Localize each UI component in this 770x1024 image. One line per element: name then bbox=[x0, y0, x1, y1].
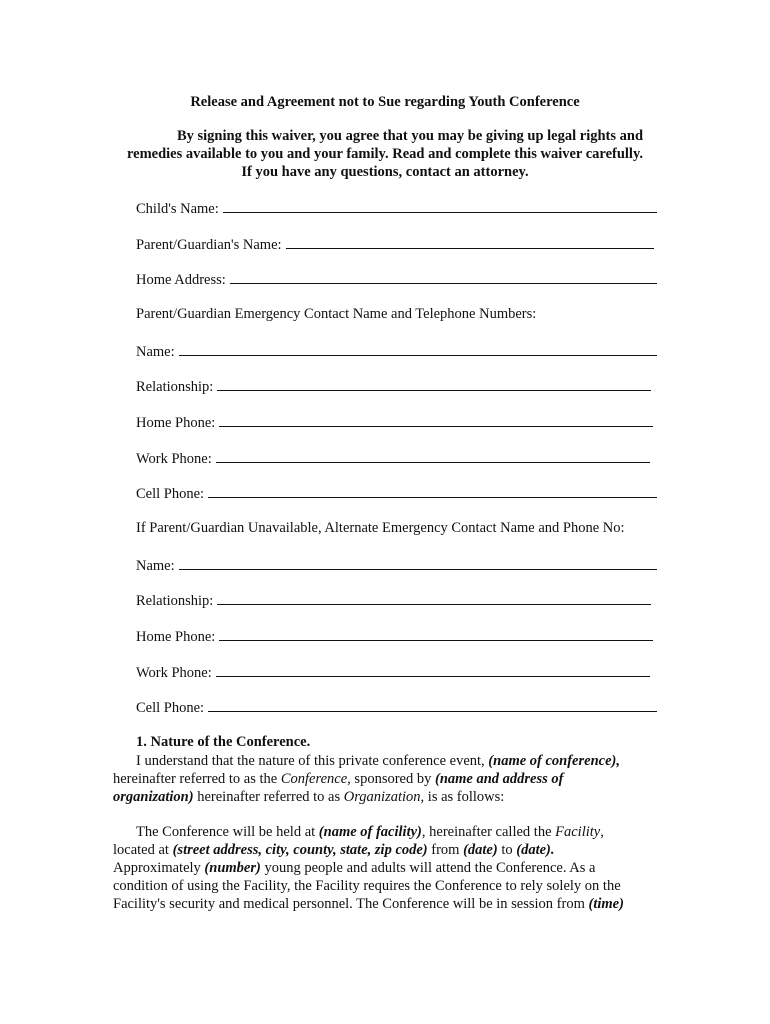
emergency-work-phone-field[interactable] bbox=[136, 449, 650, 468]
field-label: Cell Phone: bbox=[136, 700, 205, 716]
alternate-work-phone-blank[interactable] bbox=[216, 663, 650, 677]
field-label: Home Phone: bbox=[136, 629, 216, 645]
child-name-blank[interactable] bbox=[223, 199, 657, 213]
alternate-name-blank[interactable] bbox=[179, 556, 657, 570]
emergency-home-phone-field[interactable] bbox=[136, 413, 653, 432]
emergency-contact-heading: Parent/Guardian Emergency Contact Name and Telephone Numbers: bbox=[136, 306, 537, 322]
alternate-home-phone-blank[interactable] bbox=[219, 627, 653, 641]
guardian-name-blank[interactable] bbox=[286, 235, 654, 249]
placeholder-conference-name: (name of conference), bbox=[488, 753, 620, 769]
alternate-home-phone-field[interactable] bbox=[136, 627, 653, 646]
field-label: Relationship: bbox=[136, 379, 214, 395]
placeholder-facility: (name of facility) bbox=[318, 824, 422, 840]
field-label: Home Address: bbox=[136, 272, 226, 288]
alternate-name-field[interactable] bbox=[136, 556, 657, 575]
emergency-name-field[interactable] bbox=[136, 342, 657, 361]
alternate-cell-phone-field[interactable] bbox=[136, 698, 657, 717]
emergency-relationship-blank[interactable] bbox=[217, 377, 651, 391]
emergency-name-blank[interactable] bbox=[179, 342, 657, 356]
home-address-field[interactable] bbox=[136, 270, 657, 289]
field-label: Parent/Guardian's Name: bbox=[136, 237, 282, 253]
alternate-relationship-blank[interactable] bbox=[217, 591, 651, 605]
placeholder-time: (time) bbox=[588, 896, 624, 912]
emergency-cell-phone-field[interactable] bbox=[136, 484, 657, 503]
intro-line-3: If you have any questions, contact an attorney. bbox=[241, 164, 529, 180]
section-1-paragraph-2: The Conference will be held at (name of facility), hereinafter called the Facility, located at (street address, city, county, state, zip code) from (date) to (date). Approximately (number) young people and adults will attend the Conference. As a condition of using the Facility, the Facility requires the Conference to rely solely on the Facility's security and medical personnel. The Conference will be in session from (time) bbox=[113, 824, 624, 912]
alternate-relationship-field[interactable] bbox=[136, 591, 651, 610]
alternate-cell-phone-blank[interactable] bbox=[208, 698, 657, 712]
home-address-blank[interactable] bbox=[230, 270, 657, 284]
emergency-work-phone-blank[interactable] bbox=[216, 449, 650, 463]
emergency-relationship-field[interactable] bbox=[136, 377, 651, 396]
placeholder-start-date: (date) bbox=[463, 842, 498, 858]
document-title: Release and Agreement not to Sue regarding Youth Conference bbox=[190, 94, 580, 110]
field-label: Name: bbox=[136, 344, 175, 360]
alternate-work-phone-field[interactable] bbox=[136, 663, 650, 682]
emergency-cell-phone-blank[interactable] bbox=[208, 484, 657, 498]
field-label: Name: bbox=[136, 558, 175, 574]
intro-warning bbox=[110, 127, 660, 181]
placeholder-number: (number) bbox=[204, 860, 261, 876]
placeholder-end-date: (date). bbox=[516, 842, 555, 858]
child-name-field[interactable] bbox=[136, 199, 657, 218]
section-1-paragraph-1: I understand that the nature of this private conference event, (name of conference), hereinafter referred to as the Conference, sponsored by (name and address of organization) hereinafter referred to as Organization, is as follows: bbox=[113, 753, 620, 805]
emergency-home-phone-blank[interactable] bbox=[219, 413, 653, 427]
placeholder-address: (street address, city, county, state, zip code) bbox=[172, 842, 428, 858]
field-label: Home Phone: bbox=[136, 415, 216, 431]
intro-line-2: remedies available to you and your family. Read and complete this waiver carefully. bbox=[126, 146, 644, 162]
field-label: Cell Phone: bbox=[136, 486, 205, 502]
placeholder-organization: (name and address of bbox=[434, 771, 564, 787]
field-label: Relationship: bbox=[136, 593, 214, 609]
field-label: Child's Name: bbox=[136, 201, 219, 217]
alternate-contact-heading: If Parent/Guardian Unavailable, Alternate Emergency Contact Name and Phone No: bbox=[136, 520, 625, 536]
field-label: Work Phone: bbox=[136, 665, 212, 681]
intro-line-1: By signing this waiver, you agree that you may be giving up legal rights and bbox=[176, 128, 644, 144]
field-label: Work Phone: bbox=[136, 451, 212, 467]
guardian-name-field[interactable] bbox=[136, 235, 654, 254]
section-1-heading: 1. Nature of the Conference. bbox=[136, 734, 311, 750]
